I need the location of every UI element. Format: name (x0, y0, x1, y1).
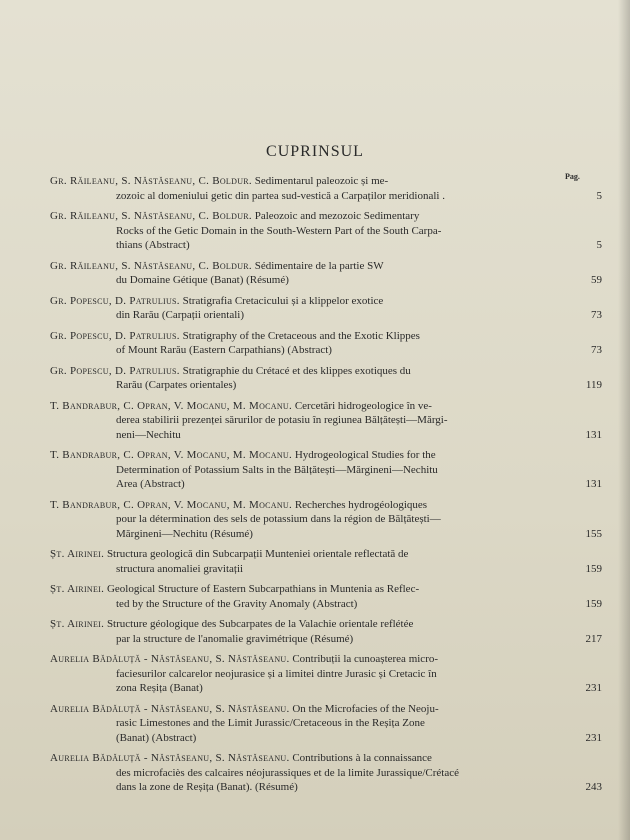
toc-entry-authors: T. Bandrabur, C. Opran, V. Mocanu, M. Mocanu. (50, 498, 293, 511)
toc-entry (50, 702, 602, 746)
toc-entry-title-text: Determination of Potassium Salts in the Bălțătești—Mărgineni—Nechitu (116, 463, 438, 476)
toc-entry-title-text: Rarău (Carpates orientales) (116, 379, 237, 391)
toc-entry-line (50, 731, 580, 746)
toc-entry (50, 209, 602, 253)
toc-entry-first-line (50, 751, 580, 766)
toc-entry-first-line (50, 294, 580, 309)
toc-entry-title-text: Stratigraphie du Crétacé et des klippes exotiques du (182, 364, 411, 377)
toc-entry-line (50, 562, 580, 577)
toc-entry-authors: Gr. Popescu, D. Patrulius. (50, 294, 180, 307)
toc-entry (50, 294, 602, 323)
toc-entry-page-number: 131 (585, 478, 602, 490)
toc-entry-title-text: des microfaciès des calcaires néojurassiques et de la limite Jurassique/Crétacé (116, 766, 460, 779)
toc-entry-line (50, 308, 580, 323)
toc-entry-page-number: 5 (596, 239, 602, 251)
toc-entry (50, 399, 602, 443)
toc-entry-title-text: Geological Structure of Eastern Subcarpathians in Muntenia as Reflec- (106, 583, 420, 595)
page-edge-shadow (618, 0, 630, 840)
toc-entry-line (50, 378, 580, 393)
toc-entry-title-text: derea stabilirii prezenței sărurilor de potasiu în regiunea Bălțătești—Mărgi- (116, 414, 448, 426)
toc-entry-authors: Șt. Airinei. (50, 583, 105, 595)
toc-entry-page-number: 73 (591, 344, 602, 356)
toc-entry-title-text: of Mount Rarău (Eastern Carpathians) (Abstract) (116, 344, 332, 356)
toc-entry-title-text: Mărgineni—Nechitu (Résumé) (116, 527, 253, 540)
toc-entry-line (50, 273, 580, 288)
toc-entry-title-text: thians (Abstract) (116, 239, 190, 251)
toc-entry-page-number: 217 (585, 632, 602, 645)
toc-entry (50, 329, 602, 358)
toc-entry-first-line (50, 617, 580, 632)
toc-entry-title-text: faciesurilor calcarelor neojurasice și a limitei dintre Jurasic și Cretacic în (116, 667, 437, 680)
toc-entry-line (50, 343, 580, 358)
toc-entry-title-text: Contribuții la cunoașterea micro- (292, 653, 439, 665)
toc-entry (50, 364, 602, 393)
toc-entry-first-line (50, 498, 580, 513)
toc-entry-first-line (50, 209, 580, 224)
toc-entry (50, 448, 602, 492)
toc-entry-authors: T. Bandrabur, C. Opran, V. Mocanu, M. Mocanu. (50, 399, 293, 412)
toc-entry-title-text: par la structure de l'anomalie gravimétrique (Résumé) (116, 632, 354, 645)
toc-entry-authors: Gr. Popescu, D. Patrulius. (50, 364, 180, 377)
toc-entry-page-number: 159 (585, 597, 602, 610)
toc-entry-title-text: Paleozoic and mezozoic Sedimentary (254, 210, 420, 222)
toc-entry-page-number: 73 (591, 309, 602, 321)
toc-entry-line (50, 189, 580, 204)
toc-entry-page-number: 159 (585, 562, 602, 575)
toc-entry-title-text: Area (Abstract) (116, 478, 185, 490)
page-title: CUPRINSUL (266, 143, 364, 160)
toc-entry-line (50, 681, 580, 696)
toc-entry-title-text: Hydrogeological Studies for the (294, 449, 436, 461)
toc-entry-line (50, 463, 580, 478)
toc-entry-first-line (50, 652, 580, 667)
toc-entry-authors: T. Bandrabur, C. Opran, V. Mocanu, M. Mocanu. (50, 449, 293, 461)
toc-entry-title-text: Rocks of the Getic Domain in the South-Western Part of the South Carpa- (116, 224, 442, 237)
toc-entry-line (50, 632, 580, 647)
toc-entry-first-line (50, 448, 580, 463)
toc-entry-title-text: structura anomaliei gravitații (116, 562, 244, 575)
toc-entry-authors: Aurelia Bădăluță - Năstăseanu, S. Năstăseanu. (50, 752, 290, 764)
toc-entry-authors: Aurelia Bădăluță - Năstăseanu, S. Năstăseanu. (50, 653, 290, 665)
toc-entry-title-text: Cercetări hidrogeologice în ve- (294, 399, 432, 412)
toc-entry-first-line (50, 399, 580, 414)
toc-entry-line (50, 238, 580, 253)
toc-entry-title-text: neni—Nechitu (116, 428, 181, 441)
toc-entry-title-text: Structure géologique des Subcarpates de la Valachie orientale reflétée (106, 618, 414, 630)
toc-entry-authors: Gr. Răileanu, S. Năstăseanu, C. Boldur. (50, 259, 252, 272)
toc-entry-line (50, 224, 580, 239)
toc-entry-first-line (50, 582, 580, 597)
toc-entry-title-text: Contributions à la connaissance (292, 752, 432, 764)
toc-entry-title-text: Recherches hydrogéologiques (294, 498, 428, 511)
toc-list (0, 174, 630, 795)
toc-entry-page-number: 155 (585, 527, 602, 540)
toc-entry-title-text: ted by the Structure of the Gravity Anomaly (Abstract) (116, 597, 358, 610)
toc-entry-page-number: 5 (596, 189, 602, 202)
toc-entry-line (50, 716, 580, 731)
toc-entry-title-text: Structura geologică din Subcarpații Munteniei orientale reflectată de (106, 548, 409, 560)
toc-entry-authors: Aurelia Bădăluță - Năstăseanu, S. Năstăseanu. (50, 702, 290, 715)
toc-entry-title-text: (Banat) (Abstract) (116, 731, 197, 744)
toc-entry-line (50, 667, 580, 682)
toc-entry-page-number: 59 (591, 274, 602, 286)
toc-entry (50, 582, 602, 611)
toc-entry-authors: Șt. Airinei. (50, 548, 105, 560)
toc-entry-title-text: On the Microfacies of the Neoju- (292, 702, 439, 715)
toc-entry-title-text: Stratigraphy of the Cretaceous and the Exotic Klippes (182, 329, 420, 342)
toc-entry-authors: Gr. Răileanu, S. Năstăseanu, C. Boldur. (50, 175, 252, 187)
toc-entry (50, 498, 602, 542)
toc-entry-title-text: dans la zone de Reșița (Banat). (Résumé) (116, 781, 298, 793)
toc-entry (50, 751, 602, 795)
toc-entry-line (50, 766, 580, 781)
toc-entry-title-text: zona Reșița (Banat) (116, 682, 203, 694)
toc-entry-first-line (50, 174, 580, 189)
toc-entry-page-number: 231 (585, 682, 602, 694)
toc-entry-title-text: Sedimentarul paleozoic și me- (254, 175, 389, 187)
toc-entry (50, 547, 602, 576)
toc-entry (50, 617, 602, 646)
toc-entry-first-line (50, 702, 580, 717)
toc-entry-title-text: din Rarău (Carpații orientali) (116, 309, 244, 321)
toc-entry (50, 652, 602, 696)
toc-entry-page-number: 243 (585, 781, 602, 793)
toc-entry (50, 174, 602, 203)
toc-entry (50, 259, 602, 288)
toc-entry-title-text: zozoic al domeniului getic din partea sud-vestică a Carpaților meridionali . (116, 189, 445, 202)
toc-entry-page-number: 231 (585, 731, 602, 744)
toc-entry-authors: Gr. Popescu, D. Patrulius. (50, 329, 180, 342)
toc-entry-line (50, 597, 580, 612)
toc-entry-line (50, 780, 580, 795)
toc-entry-title-text: Sédimentaire de la partie SW (254, 259, 384, 272)
toc-entry-authors: Gr. Răileanu, S. Năstăseanu, C. Boldur. (50, 210, 252, 222)
toc-entry-first-line (50, 259, 580, 274)
toc-entry-title-text: rasic Limestones and the Limit Jurassic/Cretaceous in the Reșița Zone (116, 717, 425, 729)
toc-entry-line (50, 413, 580, 428)
toc-entry-authors: Șt. Airinei. (50, 618, 105, 630)
toc-entry-title-text: Stratigrafia Cretacicului și a klippelor exotice (182, 294, 384, 307)
page-column-label: Pag. (565, 172, 580, 181)
toc-entry-title-text: pour la détermination des sels de potassium dans la région de Bălțătești— (116, 513, 441, 525)
toc-entry-line (50, 512, 580, 527)
toc-entry-line (50, 428, 580, 443)
toc-entry-line (50, 477, 580, 492)
toc-entry-title-text: du Domaine Gétique (Banat) (Résumé) (116, 274, 289, 286)
toc-entry-first-line (50, 547, 580, 562)
toc-entry-page-number: 131 (585, 428, 602, 441)
toc-entry-first-line (50, 329, 580, 344)
toc-entry-page-number: 119 (585, 379, 602, 391)
toc-entry-first-line (50, 364, 580, 379)
toc-entry-line (50, 527, 580, 542)
